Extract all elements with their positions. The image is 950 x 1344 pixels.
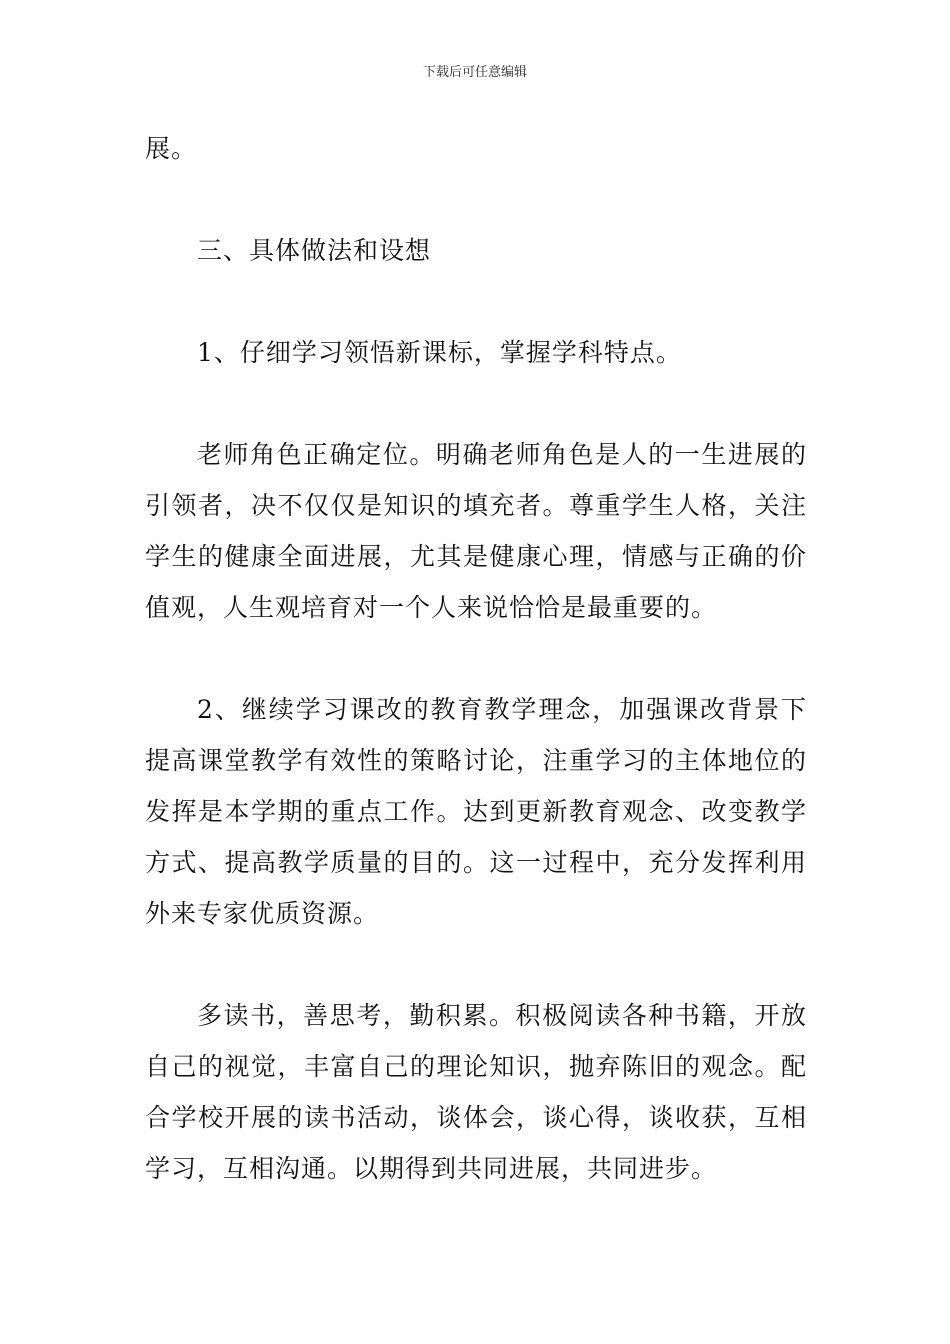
paragraph-reading: 多读书，善思考，勤积累。积极阅读各种书籍，开放自己的视觉，丰富自己的理论知识，抛弃陈旧的观念。配合学校开展的读书活动，谈体会，谈心得，谈收获，互相学习，互相沟通。以期得到共同进展，共同进步。 — [145, 1001, 807, 1183]
document-body — [145, 123, 807, 1194]
paragraph-spacer — [145, 378, 807, 429]
paragraph-continuation: 展。 — [145, 134, 198, 163]
paragraph-spacer — [145, 939, 807, 990]
list-item-2: 2、继续学习课改的教育教学理念，加强课改背景下提高课堂教学有效性的策略讨论，注重学习的主体地位的发挥是本学期的重点工作。达到更新教育观念、改变教学方式、提高教学质量的目的。这一过程中，充分发挥利用外来专家优质资源。 — [145, 695, 807, 928]
page-header-note: 下载后可任意编辑 — [422, 65, 527, 80]
section-heading: 三、具体做法和设想 — [197, 236, 432, 265]
paragraph-teacher-role: 老师角色正确定位。明确老师角色是人的一生进展的引领者，决不仅仅是知识的填充者。尊重学生人格，关注学生的健康全面进展，尤其是健康心理，情感与正确的价值观，人生观培育对一个人来说恰恰是最重要的。 — [145, 440, 807, 622]
list-item-heading-1: 1、仔细学习领悟新课标，掌握学科特点。 — [197, 338, 682, 367]
paragraph-spacer — [145, 633, 807, 684]
paragraph-spacer — [145, 276, 807, 327]
paragraph-spacer — [145, 174, 807, 225]
